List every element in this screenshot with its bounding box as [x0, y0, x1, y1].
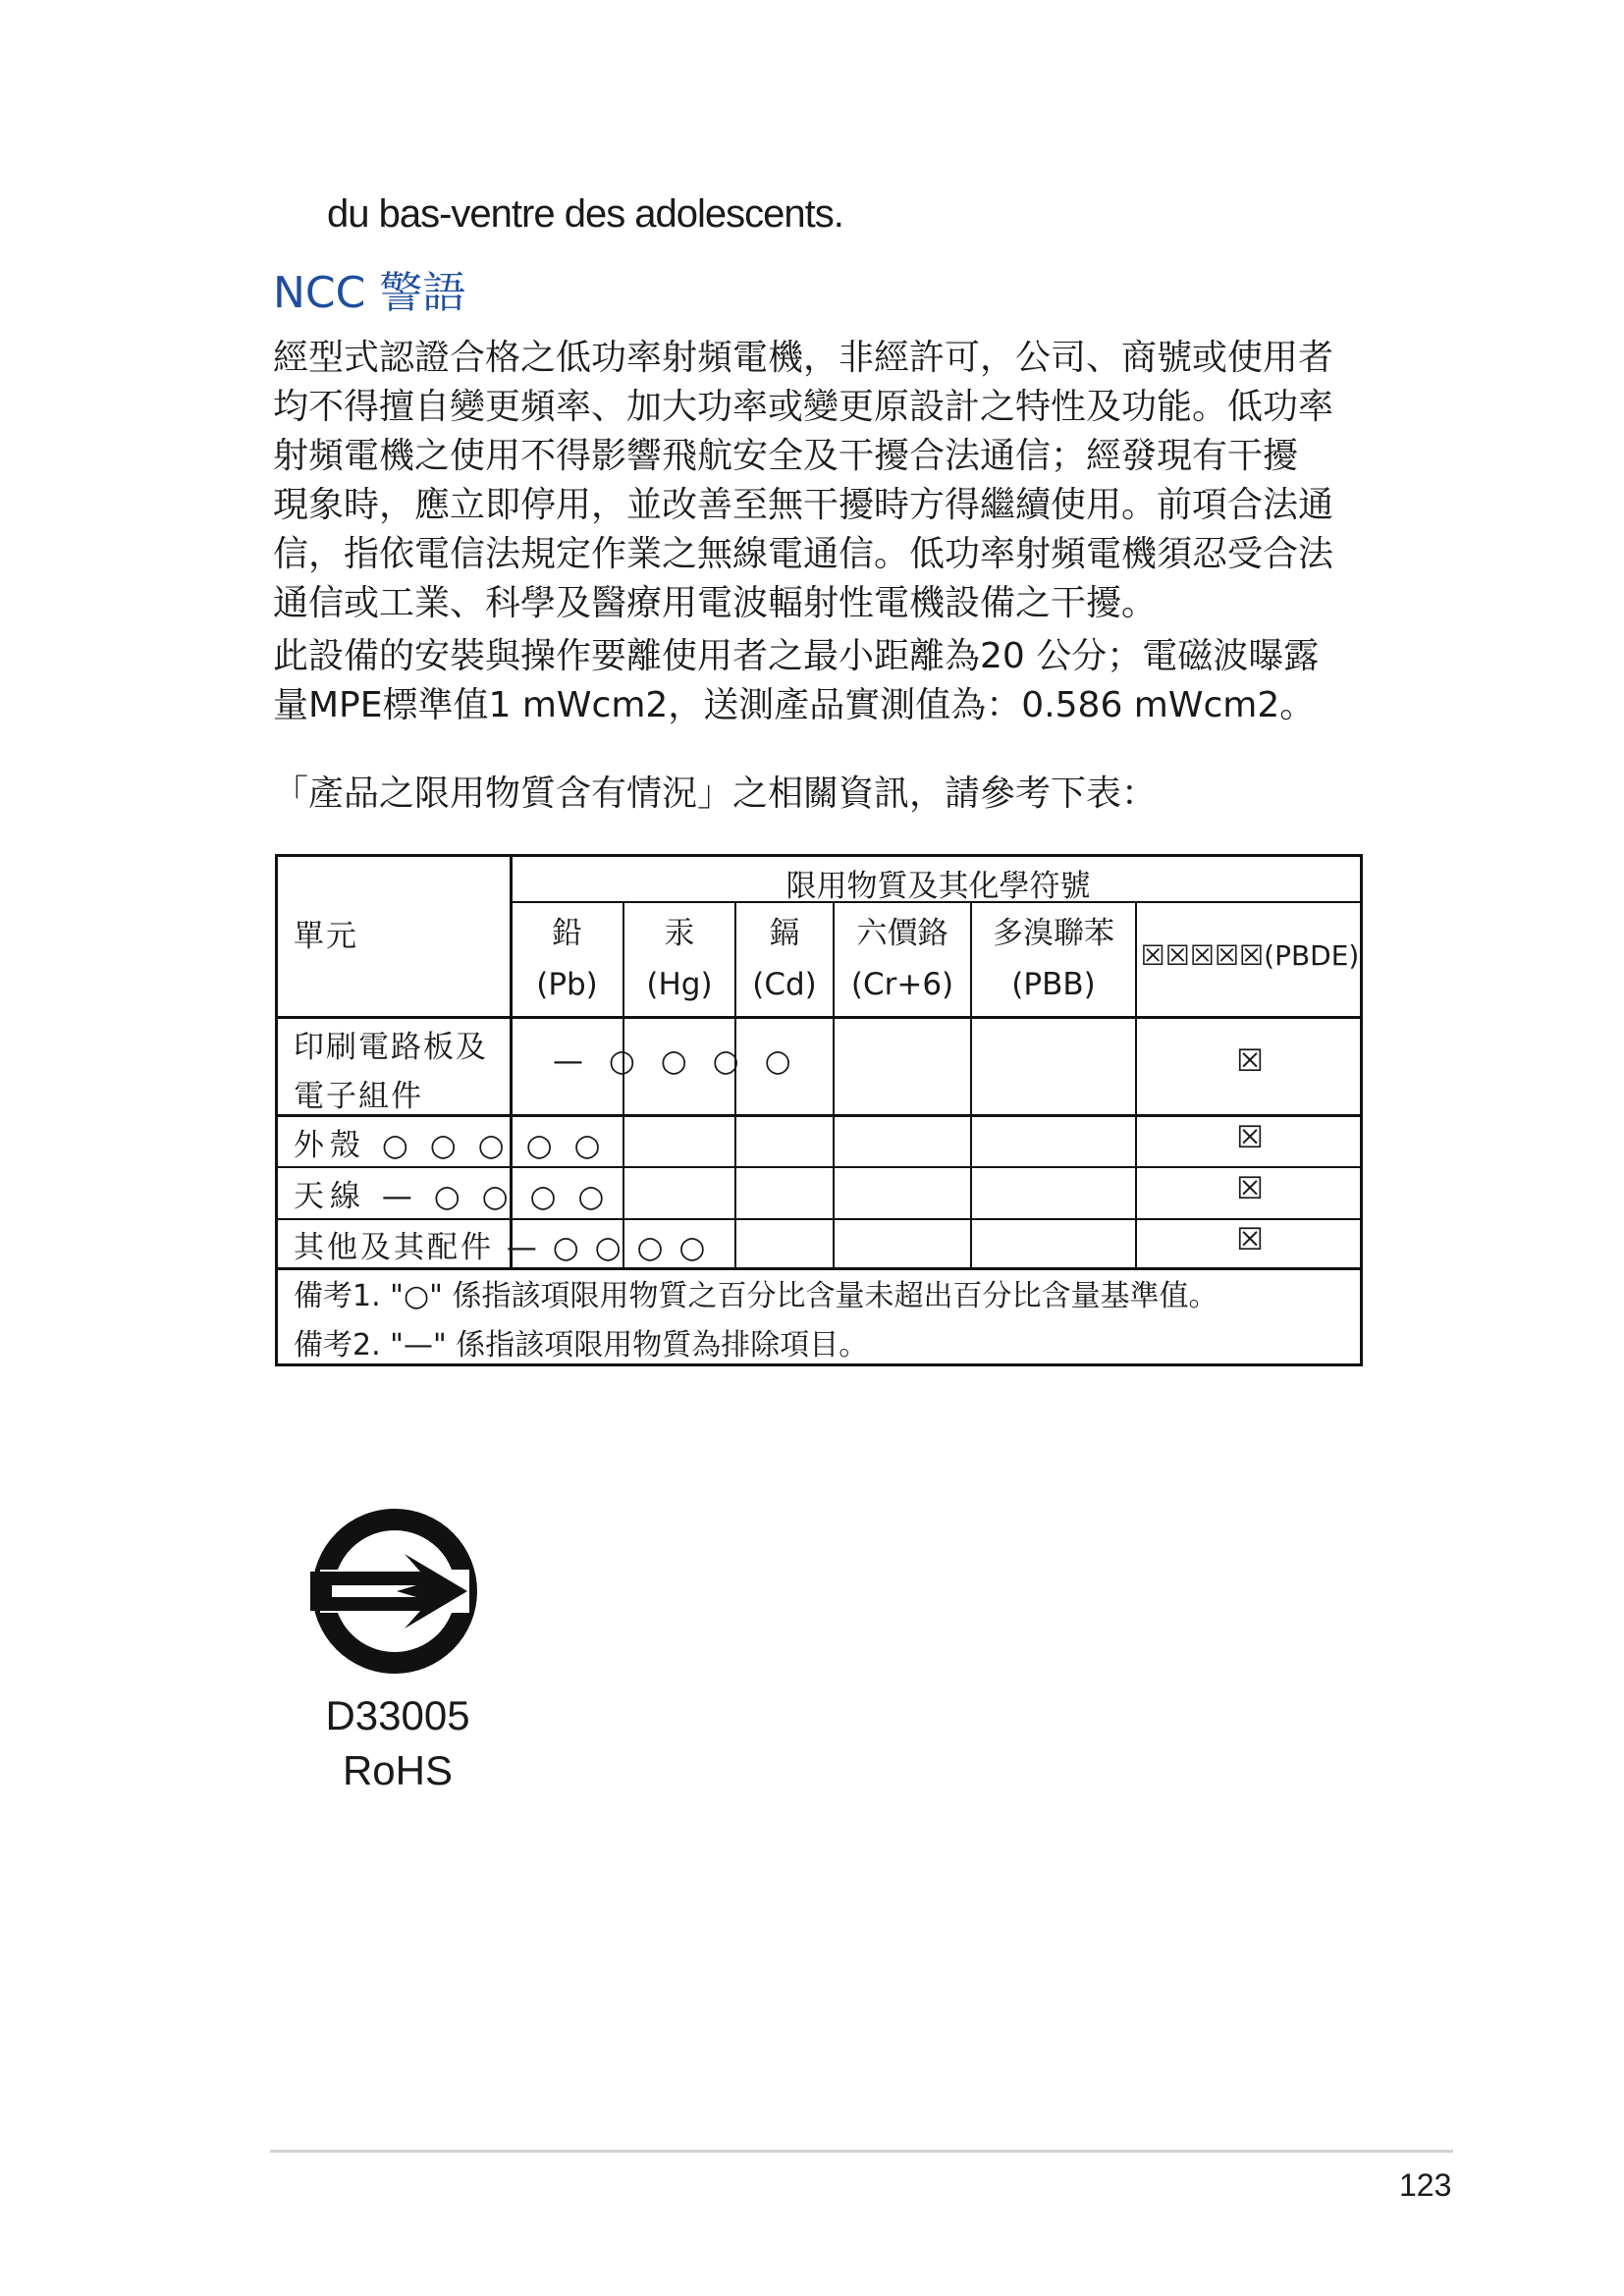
row-label: 其他及其配件 — ○ ○ ○ ○	[294, 1230, 709, 1265]
col-cd-symbol: (Cd)	[752, 967, 817, 1002]
row-last-mark: ☒	[1236, 1043, 1264, 1079]
col-hg-name: 汞	[664, 916, 695, 951]
bsmi-certification-mark	[310, 1507, 479, 1676]
row-last-mark: ☒	[1236, 1222, 1264, 1257]
row-last-mark: ☒	[1236, 1120, 1264, 1155]
table-intro	[273, 770, 1363, 819]
group-header: 限用物質及其化學符號	[785, 869, 1091, 904]
paragraph-line: 經型式認證合格之低功率射頻電機，非經許可，公司、商號或使用者	[273, 338, 1334, 378]
footer-divider	[270, 2150, 1453, 2153]
certification-mark-text	[295, 1688, 501, 1798]
paragraph-line: 此設備的安裝與操作要離使用者之最小距離為20 公分；電磁波曝露	[273, 636, 1320, 676]
paragraph-line: 量MPE標準值1 mWcm2，送測產品實測值為：0.586 mWcm2。	[273, 685, 1316, 725]
paragraph-line: 均不得擅自變更頻率、加大功率或變更原設計之特性及功能。低功率	[273, 387, 1334, 427]
substances-table	[275, 854, 1363, 1366]
col-cd-name: 鎘	[769, 916, 800, 951]
row-label: 印刷電路板及	[294, 1030, 488, 1065]
paragraph-line: 射頻電機之使用不得影響飛航安全及干擾合法通信；經發現有干擾	[273, 436, 1299, 476]
ncc-paragraph	[273, 334, 1363, 628]
col-pbb-name: 多溴聯苯	[993, 916, 1114, 951]
mark-label: RoHS	[342, 1747, 454, 1793]
row-label: 電子組件	[294, 1079, 423, 1114]
row-label: 外殼 ○ ○ ○ ○ ○	[294, 1128, 607, 1163]
unit-header: 單元	[294, 919, 358, 954]
table-note-1: 備考1. "○" 係指該項限用物質之百分比含量未超出百分比含量基準值。	[294, 1279, 1218, 1313]
col-pb-symbol: (Pb)	[536, 967, 598, 1002]
page-number: 123	[1399, 2167, 1452, 2203]
section-heading: NCC 警語	[273, 268, 466, 318]
continuation-text: du bas-ventre des adolescents.	[327, 192, 843, 236]
col-pb-name: 鉛	[552, 916, 582, 951]
col-hg-symbol: (Hg)	[646, 967, 713, 1002]
col-cr-symbol: (Cr+6)	[850, 967, 954, 1002]
table-note-2: 備考2. "—" 係指該項限用物質為排除項目。	[294, 1328, 869, 1362]
paragraph-line: 通信或工業、科學及醫療用電波輻射性電機設備之干擾。	[273, 583, 1158, 623]
row-last-mark: ☒	[1236, 1171, 1264, 1206]
row-label: 天線 — ○ ○ ○ ○	[294, 1179, 611, 1214]
mpe-paragraph	[273, 632, 1363, 730]
paragraph-line: 「產品之限用物質含有情況」之相關資訊，請參考下表：	[273, 774, 1158, 814]
mark-code: D33005	[325, 1692, 470, 1738]
row-marks: — ○ ○ ○ ○	[553, 1043, 799, 1079]
col-pbb-symbol: (PBB)	[1011, 967, 1096, 1002]
paragraph-line: 信，指依電信法規定作業之無線電通信。低功率射頻電機須忍受合法	[273, 534, 1334, 574]
paragraph-line: 現象時，應立即停用，並改善至無干擾時方得繼續使用。前項合法通	[273, 485, 1334, 525]
col-pbde-header: ☒☒☒☒☒(PBDE)	[1140, 939, 1360, 972]
col-cr-name: 六價鉻	[856, 916, 948, 951]
